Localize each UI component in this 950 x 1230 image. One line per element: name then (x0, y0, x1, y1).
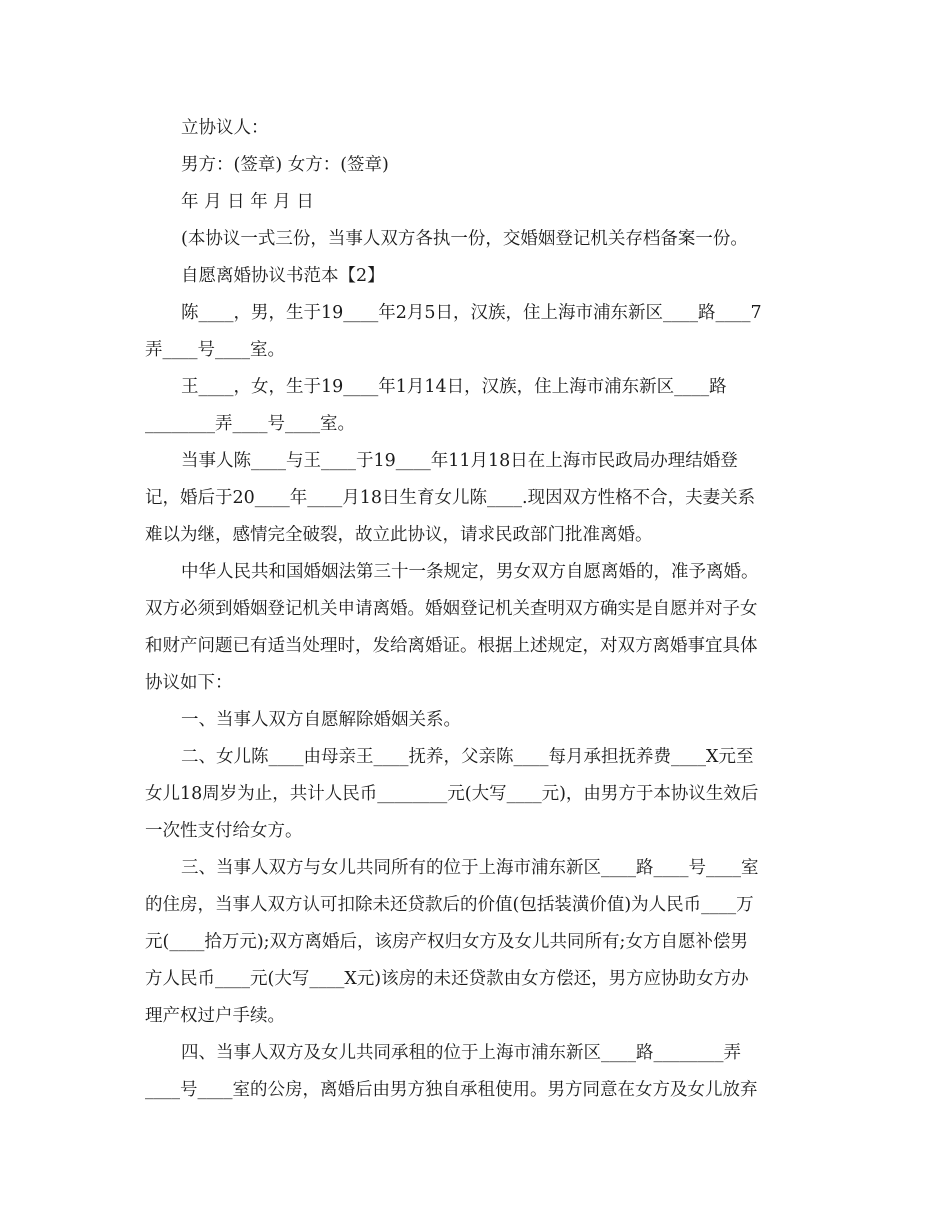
section-heading: 自愿离婚协议书范本【2】 (181, 266, 385, 286)
text-line: 的住房，当事人双方认可扣除未还贷款后的价值(包括装潢价值)为人民币____万 (145, 895, 754, 915)
text-line: 和财产问题已有适当处理时，发给离婚证。根据上述规定，对双方离婚事宜具体 (145, 636, 758, 656)
text-line: 方人民币____元(大写____X元)该房的未还贷款由女方偿还，男方应协助女方办 (145, 969, 749, 989)
text-line: 男方：(签章) 女方：(签章) (181, 155, 389, 175)
text-line: (本协议一式三份，当事人双方各执一份，交婚姻登记机关存档备案一份。 (181, 229, 748, 249)
text-line: 年 月 日 年 月 日 (181, 192, 314, 212)
clause-1: 一、当事人双方自愿解除婚姻关系。 (181, 710, 461, 730)
text-line: 记，婚后于20____年____月18日生育女儿陈____.现因双方性格不合，夫妻关系 (145, 488, 756, 508)
text-line: 一次性支付给女方。 (145, 821, 303, 841)
text-line: 王____，女，生于19____年1月14日，汉族，住上海市浦东新区____路 (181, 377, 727, 397)
clause-3: 三、当事人双方与女儿共同所有的位于上海市浦东新区____路____号____室 (181, 858, 759, 878)
document-body (145, 110, 805, 1109)
text-line: 立协议人： (181, 118, 269, 138)
text-line: 女儿18周岁为止，共计人民币________元(大写____元)，由男方于本协议生效后 (145, 784, 759, 804)
text-line: 双方必须到婚姻登记机关申请离婚。婚姻登记机关查明双方确实是自愿并对子女 (145, 599, 758, 619)
text-line: 弄____号____室。 (145, 340, 285, 360)
text-line: 当事人陈____与王____于19____年11月18日在上海市民政局办理结婚登 (181, 451, 738, 471)
text-line: 陈____，男，生于19____年2月5日，汉族，住上海市浦东新区____路____7 (181, 303, 762, 323)
text-line: 理产权过户手续。 (145, 1006, 285, 1026)
text-line: 元(____拾万元);双方离婚后，该房产权归女方及女儿共同所有;女方自愿补偿男 (145, 932, 748, 952)
text-line: ________弄____号____室。 (145, 414, 355, 434)
clause-2: 二、女儿陈____由母亲王____抚养，父亲陈____每月承担抚养费____X元至 (181, 747, 754, 767)
text-line: 难以为继，感情完全破裂，故立此协议，请求民政部门批准离婚。 (145, 525, 653, 545)
clause-4: 四、当事人双方及女儿共同承租的位于上海市浦东新区____路________弄 (181, 1043, 741, 1063)
text-line: 协议如下： (145, 673, 233, 693)
text-line: ____号____室的公房，离婚后由男方独自承租使用。男方同意在女方及女儿放弃 (145, 1080, 758, 1100)
text-line: 中华人民共和国婚姻法第三十一条规定，男女双方自愿离婚的，准予离婚。 (181, 562, 759, 582)
